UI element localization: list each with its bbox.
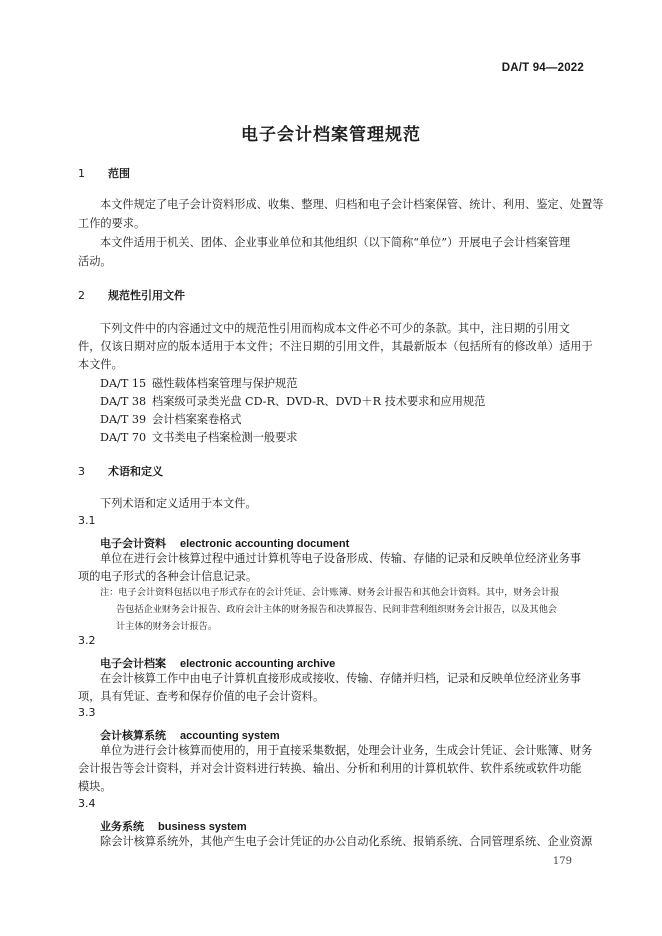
paragraph-line: 活动。 <box>78 255 112 268</box>
reference-code: DA/T 70 <box>100 431 147 444</box>
reference-code: DA/T 15 <box>100 377 147 390</box>
definition-line: 单位为进行会计核算而使用的，用于直接采集数据，处理会计业务，生成会计凭证、会计账簿、财务 <box>100 744 593 757</box>
paragraph-line: 下列文件中的内容通过文中的规范性引用而构成本文件必不可少的条款。其中，注日期的引用文 <box>100 322 570 335</box>
standard-number: DA/T 94—2022 <box>501 62 584 74</box>
term-number: 3.3 <box>78 706 96 719</box>
paragraph-line: 工作的要求。 <box>78 217 146 230</box>
term-heading <box>100 532 349 551</box>
section-3-heading <box>78 463 163 479</box>
term-heading <box>100 724 280 743</box>
paragraph-line: 本文件。 <box>78 358 123 371</box>
term-chinese: 电子会计档案 <box>100 657 166 670</box>
definition-line: 在会计核算工作中由电子计算机直接形成或接收、传输、存储并归档，记录和反映单位经济业务事 <box>100 672 582 685</box>
section-title: 术语和定义 <box>108 465 163 478</box>
note-line: 告包括企业财务会计报告、政府会计主体的财务报告和决算报告、民间非营利组织财务会计报告，以及其他会 <box>116 604 557 615</box>
term-english: accounting system <box>180 730 280 742</box>
definition-line: 项的电子形式的各种会计信息记录。 <box>78 570 258 583</box>
reference-code: DA/T 38 <box>100 395 147 408</box>
term-heading <box>100 815 247 834</box>
paragraph-line: 本文件规定了电子会计资料形成、收集、整理、归档和电子会计档案保管、统计、利用、鉴定、处置等 <box>100 198 604 211</box>
section-title: 范围 <box>108 167 130 180</box>
reference-item <box>100 429 297 445</box>
paragraph-line: 件，仅该日期对应的版本适用于本文件；不注日期的引用文件，其最新版本（包括所有的修改单）适用于 <box>78 340 593 353</box>
reference-item <box>100 393 485 409</box>
term-number: 3.4 <box>78 797 96 810</box>
reference-title: 磁性载体档案管理与保护规范 <box>152 377 298 390</box>
definition-line: 单位在进行会计核算过程中通过计算机等电子设备形成、传输、存储的记录和反映单位经济业务事 <box>100 552 582 565</box>
reference-title: 文书类电子档案检测一般要求 <box>152 431 298 444</box>
reference-title: 档案级可录类光盘 CD-R、DVD-R、DVD＋R 技术要求和应用规范 <box>152 395 486 408</box>
section-number: 2 <box>78 289 85 302</box>
page-number: 179 <box>552 856 572 867</box>
definition-line: 会计报告等会计资料，并对会计资料进行转换、输出、分析和利用的计算机软件、软件系统或软件功能 <box>78 762 582 775</box>
term-english: business system <box>158 821 247 833</box>
reference-item <box>100 375 297 391</box>
term-chinese: 电子会计资料 <box>100 537 166 550</box>
note-line: 计主体的财务会计报告。 <box>116 621 218 632</box>
document-title: 电子会计档案管理规范 <box>241 125 421 145</box>
term-chinese: 会计核算系统 <box>100 729 166 742</box>
term-english: electronic accounting document <box>180 538 350 550</box>
section-1-heading <box>78 165 130 181</box>
definition-line: 除会计核算系统外，其他产生电子会计凭证的办公自动化系统、报销系统、合同管理系统、企业资源 <box>100 835 593 848</box>
term-number: 3.2 <box>78 634 96 647</box>
paragraph-line: 本文件适用于机关、团体、企业事业单位和其他组织（以下简称“单位”）开展电子会计档案管理 <box>100 236 571 249</box>
section-title: 规范性引用文件 <box>108 289 185 302</box>
section-2-heading <box>78 287 185 303</box>
reference-code: DA/T 39 <box>100 413 147 426</box>
term-english: electronic accounting archive <box>180 658 336 670</box>
term-chinese: 业务系统 <box>100 820 144 833</box>
definition-line: 项，具有凭证、查考和保存价值的电子会计资料。 <box>78 690 325 703</box>
paragraph-line: 下列术语和定义适用于本文件。 <box>100 497 257 510</box>
definition-line: 模块。 <box>78 780 112 793</box>
section-number: 1 <box>78 167 85 180</box>
section-number: 3 <box>78 465 85 478</box>
reference-item <box>100 411 242 427</box>
term-number: 3.1 <box>78 514 96 527</box>
reference-title: 会计档案案卷格式 <box>152 413 242 426</box>
note-line: 注：电子会计资料包括以电子形式存在的会计凭证、会计账簿、财务会计报告和其他会计资料。其中，财务会计报 <box>100 587 560 598</box>
term-heading <box>100 652 335 671</box>
